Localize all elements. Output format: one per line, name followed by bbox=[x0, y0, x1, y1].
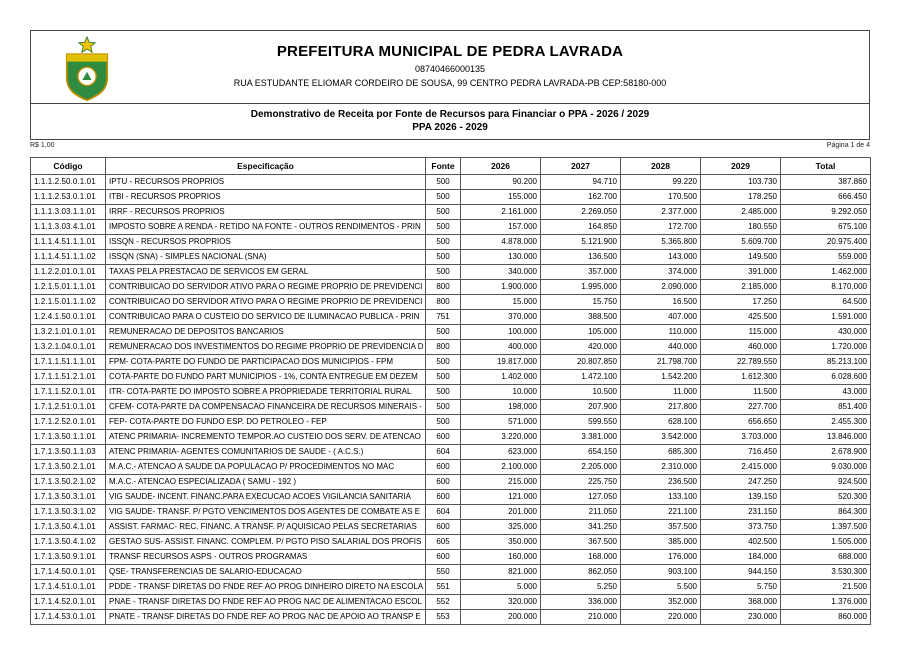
column-header-codigo: Código bbox=[31, 158, 106, 175]
cell-especificacao: VIG SAUDE- INCENT. FINANC.PARA EXECUCAO ACOES VIGILANCIA SANITARIA bbox=[106, 490, 426, 505]
cell-fonte: 600 bbox=[426, 490, 461, 505]
cell-2026: 1.402.000 bbox=[461, 370, 541, 385]
cell-codigo: 1.1.1.3.03.4.1.01 bbox=[31, 220, 106, 235]
cell-especificacao: GESTAO SUS- ASSIST. FINANC. COMPLEM. P/ PGTO PISO SALARIAL DOS PROFIS bbox=[106, 535, 426, 550]
cell-total: 666.450 bbox=[781, 190, 871, 205]
municipality-title: PREFEITURA MUNICIPAL DE PEDRA LAVRADA bbox=[276, 43, 624, 60]
cell-total: 430.000 bbox=[781, 325, 871, 340]
cell-2029: 425.500 bbox=[701, 310, 781, 325]
cell-2028: 5.365.800 bbox=[621, 235, 701, 250]
cell-total: 64.500 bbox=[781, 295, 871, 310]
cell-2029: 391.000 bbox=[701, 265, 781, 280]
cell-2026: 10.000 bbox=[461, 385, 541, 400]
cell-2026: 3.220.000 bbox=[461, 430, 541, 445]
cell-2028: 5.500 bbox=[621, 580, 701, 595]
cell-2028: 217.800 bbox=[621, 400, 701, 415]
cell-2026: 2.100.000 bbox=[461, 460, 541, 475]
cell-2026: 571.000 bbox=[461, 415, 541, 430]
cell-fonte: 500 bbox=[426, 370, 461, 385]
cell-2029: 5.609.700 bbox=[701, 235, 781, 250]
cell-codigo: 1.1.1.2.53.0.1.01 bbox=[31, 190, 106, 205]
cell-2026: 5.000 bbox=[461, 580, 541, 595]
table-row bbox=[31, 310, 871, 325]
report-subtitle: PPA 2026 - 2029 bbox=[412, 122, 488, 133]
table-row bbox=[31, 235, 871, 250]
cell-especificacao: QSE- TRANSFERENCIAS DE SALARIO-EDUCACAO bbox=[106, 565, 426, 580]
cell-especificacao: CONTRIBUICAO DO SERVIDOR ATIVO PARA O REGIME PROPRIO DE PREVIDENCI bbox=[106, 295, 426, 310]
cell-fonte: 551 bbox=[426, 580, 461, 595]
cell-2026: 157.000 bbox=[461, 220, 541, 235]
cell-2026: 623.000 bbox=[461, 445, 541, 460]
cell-2029: 656.650 bbox=[701, 415, 781, 430]
table-row bbox=[31, 295, 871, 310]
cell-codigo: 1.7.1.4.51.0.1.01 bbox=[31, 580, 106, 595]
cell-2027: 1.995.000 bbox=[541, 280, 621, 295]
cell-2027: 2.205.000 bbox=[541, 460, 621, 475]
cell-fonte: 600 bbox=[426, 475, 461, 490]
table-row bbox=[31, 400, 871, 415]
cell-total: 520.300 bbox=[781, 490, 871, 505]
cell-total: 851.400 bbox=[781, 400, 871, 415]
cell-especificacao: REMUNERACAO DE DEPOSITOS BANCARIOS bbox=[106, 325, 426, 340]
cell-codigo: 1.7.1.4.50.0.1.01 bbox=[31, 565, 106, 580]
cell-2027: 2.269.050 bbox=[541, 205, 621, 220]
cell-2029: 944.150 bbox=[701, 565, 781, 580]
cell-2026: 198.000 bbox=[461, 400, 541, 415]
cell-fonte: 800 bbox=[426, 295, 461, 310]
cell-fonte: 500 bbox=[426, 250, 461, 265]
cell-fonte: 600 bbox=[426, 460, 461, 475]
cell-2028: 16.500 bbox=[621, 295, 701, 310]
column-header-2027: 2027 bbox=[541, 158, 621, 175]
table-row bbox=[31, 370, 871, 385]
cell-2027: 336.000 bbox=[541, 595, 621, 610]
table-row bbox=[31, 610, 871, 625]
cell-2029: 368.000 bbox=[701, 595, 781, 610]
cell-2029: 2.415.000 bbox=[701, 460, 781, 475]
table-row bbox=[31, 265, 871, 280]
currency-note: R$ 1,00 bbox=[30, 142, 55, 149]
cell-total: 860.000 bbox=[781, 610, 871, 625]
cell-2026: 340.000 bbox=[461, 265, 541, 280]
cell-2029: 184.000 bbox=[701, 550, 781, 565]
cell-2027: 207.900 bbox=[541, 400, 621, 415]
cell-especificacao: ISSQN - RECURSOS PROPRIOS bbox=[106, 235, 426, 250]
table-body bbox=[31, 175, 871, 625]
cell-especificacao: IPTU - RECURSOS PROPRIOS bbox=[106, 175, 426, 190]
cell-especificacao: REMUNERACAO DOS INVESTIMENTOS DO REGIME PROPRIO DE PREVIDENCIA D bbox=[106, 340, 426, 355]
cell-2026: 325.000 bbox=[461, 520, 541, 535]
cell-2026: 2.161.000 bbox=[461, 205, 541, 220]
cell-2029: 178.250 bbox=[701, 190, 781, 205]
cell-2028: 407.000 bbox=[621, 310, 701, 325]
cell-2028: 2.377.000 bbox=[621, 205, 701, 220]
table-row bbox=[31, 205, 871, 220]
cell-2029: 247.250 bbox=[701, 475, 781, 490]
cell-codigo: 1.7.1.3.50.9.1.01 bbox=[31, 550, 106, 565]
cell-total: 20.975.400 bbox=[781, 235, 871, 250]
cell-2027: 105.000 bbox=[541, 325, 621, 340]
cell-codigo: 1.1.1.2.50.0.1.01 bbox=[31, 175, 106, 190]
table-row bbox=[31, 340, 871, 355]
cell-codigo: 1.7.1.4.53.0.1.01 bbox=[31, 610, 106, 625]
cell-2026: 130.000 bbox=[461, 250, 541, 265]
cell-especificacao: IMPOSTO SOBRE A RENDA - RETIDO NA FONTE - OUTROS RENDIMENTOS - PRIN bbox=[106, 220, 426, 235]
cell-2026: 15.000 bbox=[461, 295, 541, 310]
cell-especificacao: ISSQN (SNA) - SIMPLES NACIONAL (SNA) bbox=[106, 250, 426, 265]
cell-fonte: 500 bbox=[426, 385, 461, 400]
cell-2029: 1.612.300 bbox=[701, 370, 781, 385]
cell-total: 688.000 bbox=[781, 550, 871, 565]
column-header-2026: 2026 bbox=[461, 158, 541, 175]
table-row bbox=[31, 550, 871, 565]
cell-2026: 400.000 bbox=[461, 340, 541, 355]
cell-especificacao: COTA-PARTE DO FUNDO PART MUNICIPIOS - 1%, CONTA ENTREGUE EM DEZEM bbox=[106, 370, 426, 385]
cell-codigo: 1.3.2.1.04.0.1.01 bbox=[31, 340, 106, 355]
cell-fonte: 605 bbox=[426, 535, 461, 550]
cell-2029: 22.789.550 bbox=[701, 355, 781, 370]
header-top-section bbox=[31, 31, 869, 103]
report-header bbox=[30, 30, 870, 140]
cell-total: 1.720.000 bbox=[781, 340, 871, 355]
cell-fonte: 800 bbox=[426, 340, 461, 355]
cell-total: 675.100 bbox=[781, 220, 871, 235]
table-row bbox=[31, 520, 871, 535]
cell-2026: 160.000 bbox=[461, 550, 541, 565]
cell-especificacao: CFEM- COTA-PARTE DA COMPENSACAO FINANCEIRA DE RECURSOS MINERAIS - bbox=[106, 400, 426, 415]
cell-2028: 440.000 bbox=[621, 340, 701, 355]
table-row bbox=[31, 535, 871, 550]
cell-2027: 10.500 bbox=[541, 385, 621, 400]
table-row bbox=[31, 220, 871, 235]
cell-total: 3.530.300 bbox=[781, 565, 871, 580]
cell-2026: 4.878.000 bbox=[461, 235, 541, 250]
cell-2027: 5.121.900 bbox=[541, 235, 621, 250]
cell-total: 1.505.000 bbox=[781, 535, 871, 550]
cell-2026: 350.000 bbox=[461, 535, 541, 550]
cell-2026: 201.000 bbox=[461, 505, 541, 520]
cell-fonte: 500 bbox=[426, 325, 461, 340]
cell-2028: 236.500 bbox=[621, 475, 701, 490]
cell-2026: 19.817.000 bbox=[461, 355, 541, 370]
municipal-logo bbox=[59, 36, 115, 102]
cell-2027: 164.850 bbox=[541, 220, 621, 235]
cell-2028: 3.542.000 bbox=[621, 430, 701, 445]
cell-2029: 139.150 bbox=[701, 490, 781, 505]
cell-codigo: 1.1.1.4.51.1.1.02 bbox=[31, 250, 106, 265]
cell-especificacao: CONTRIBUICAO DO SERVIDOR ATIVO PARA O REGIME PROPRIO DE PREVIDENCI bbox=[106, 280, 426, 295]
cell-codigo: 1.7.1.4.52.0.1.01 bbox=[31, 595, 106, 610]
cell-2027: 162.700 bbox=[541, 190, 621, 205]
cell-codigo: 1.1.1.4.51.1.1.01 bbox=[31, 235, 106, 250]
table-row bbox=[31, 580, 871, 595]
column-header-2029: 2029 bbox=[701, 158, 781, 175]
cell-total: 864.300 bbox=[781, 505, 871, 520]
cell-2027: 168.000 bbox=[541, 550, 621, 565]
table-header-row bbox=[31, 158, 871, 175]
cell-especificacao: ATENC PRIMARIA- AGENTES COMUNITARIOS DE SAUDE - ( A.C.S.) bbox=[106, 445, 426, 460]
cell-total: 8.170.000 bbox=[781, 280, 871, 295]
cell-codigo: 1.7.1.2.51.0.1.01 bbox=[31, 400, 106, 415]
cell-codigo: 1.7.1.1.52.0.1.01 bbox=[31, 385, 106, 400]
cell-especificacao: ATENC PRIMARIA- INCREMENTO TEMPOR.AO CUSTEIO DOS SERV. DE ATENCAO bbox=[106, 430, 426, 445]
cell-codigo: 1.7.1.3.50.3.1.01 bbox=[31, 490, 106, 505]
cell-total: 9.292.050 bbox=[781, 205, 871, 220]
cell-2027: 357.000 bbox=[541, 265, 621, 280]
cell-fonte: 600 bbox=[426, 550, 461, 565]
cell-especificacao: M.A.C.- ATENCAO A SAUDE DA POPULACAO P/ PROCEDIMENTOS NO MAC bbox=[106, 460, 426, 475]
cell-fonte: 500 bbox=[426, 190, 461, 205]
table-row bbox=[31, 475, 871, 490]
cell-2027: 20.807.850 bbox=[541, 355, 621, 370]
cell-2027: 388.500 bbox=[541, 310, 621, 325]
cell-fonte: 500 bbox=[426, 265, 461, 280]
cell-2029: 402.500 bbox=[701, 535, 781, 550]
table-row bbox=[31, 415, 871, 430]
cell-2026: 1.900.000 bbox=[461, 280, 541, 295]
cell-total: 559.000 bbox=[781, 250, 871, 265]
cell-2027: 654.150 bbox=[541, 445, 621, 460]
cell-fonte: 500 bbox=[426, 235, 461, 250]
cell-especificacao: PDDE - TRANSF DIRETAS DO FNDE REF AO PROG DINHEIRO DIRETO NA ESCOLA bbox=[106, 580, 426, 595]
table-row bbox=[31, 280, 871, 295]
cell-2029: 180.550 bbox=[701, 220, 781, 235]
cell-especificacao: FPM- COTA-PARTE DO FUNDO DE PARTICIPACAO DOS MUNICIPIOS - FPM bbox=[106, 355, 426, 370]
report-title: Demonstrativo de Receita por Fonte de Recursos para Financiar o PPA - 2026 / 2029 bbox=[250, 109, 650, 120]
column-header-total: Total bbox=[781, 158, 871, 175]
cell-2026: 200.000 bbox=[461, 610, 541, 625]
cell-2027: 15.750 bbox=[541, 295, 621, 310]
cell-2028: 2.310.000 bbox=[621, 460, 701, 475]
cell-especificacao: PNATE - TRANSF DIRETAS DO FNDE REF AO PROG NAC DE APOIO AO TRANSP E bbox=[106, 610, 426, 625]
cell-total: 13.846.000 bbox=[781, 430, 871, 445]
cell-2028: 352.000 bbox=[621, 595, 701, 610]
cell-codigo: 1.2.1.5.01.1.1.01 bbox=[31, 280, 106, 295]
cell-2029: 5.750 bbox=[701, 580, 781, 595]
cell-fonte: 500 bbox=[426, 220, 461, 235]
cell-2027: 210.000 bbox=[541, 610, 621, 625]
cell-especificacao: TRANSF RECURSOS ASPS - OUTROS PROGRAMAS bbox=[106, 550, 426, 565]
cell-total: 1.591.000 bbox=[781, 310, 871, 325]
cell-fonte: 552 bbox=[426, 595, 461, 610]
cell-especificacao: TAXAS PELA PRESTACAO DE SERVICOS EM GERAL bbox=[106, 265, 426, 280]
cell-especificacao: ITBI - RECURSOS PROPRIOS bbox=[106, 190, 426, 205]
cell-codigo: 1.3.2.1.01.0.1.01 bbox=[31, 325, 106, 340]
cell-codigo: 1.7.1.3.50.4.1.02 bbox=[31, 535, 106, 550]
cell-2029: 373.750 bbox=[701, 520, 781, 535]
cell-codigo: 1.7.1.1.51.1.1.01 bbox=[31, 355, 106, 370]
cell-2029: 115.000 bbox=[701, 325, 781, 340]
cell-2029: 3.703.000 bbox=[701, 430, 781, 445]
report-page bbox=[30, 30, 870, 625]
cell-2028: 172.700 bbox=[621, 220, 701, 235]
revenue-table bbox=[30, 157, 871, 625]
cell-fonte: 500 bbox=[426, 415, 461, 430]
cell-2028: 143.000 bbox=[621, 250, 701, 265]
table-row bbox=[31, 595, 871, 610]
cell-fonte: 500 bbox=[426, 355, 461, 370]
cell-2029: 149.500 bbox=[701, 250, 781, 265]
cell-especificacao: ITR- COTA-PARTE DO IMPOSTO SOBRE A PROPRIEDADE TERRITORIAL RURAL bbox=[106, 385, 426, 400]
cell-codigo: 1.7.1.2.52.0.1.01 bbox=[31, 415, 106, 430]
cell-2028: 21.798.700 bbox=[621, 355, 701, 370]
cell-2027: 367.500 bbox=[541, 535, 621, 550]
cell-total: 387.860 bbox=[781, 175, 871, 190]
cell-fonte: 500 bbox=[426, 205, 461, 220]
table-row bbox=[31, 190, 871, 205]
cell-2026: 320.000 bbox=[461, 595, 541, 610]
cell-total: 1.376.000 bbox=[781, 595, 871, 610]
cell-2029: 2.485.000 bbox=[701, 205, 781, 220]
cell-2029: 2.185.000 bbox=[701, 280, 781, 295]
cell-2027: 94.710 bbox=[541, 175, 621, 190]
cell-2026: 821.000 bbox=[461, 565, 541, 580]
cell-codigo: 1.2.1.5.01.1.1.02 bbox=[31, 295, 106, 310]
table-row bbox=[31, 460, 871, 475]
cell-codigo: 1.7.1.3.50.1.1.03 bbox=[31, 445, 106, 460]
cell-2027: 211.050 bbox=[541, 505, 621, 520]
cell-2027: 5.250 bbox=[541, 580, 621, 595]
cell-2028: 221.100 bbox=[621, 505, 701, 520]
cell-2027: 341.250 bbox=[541, 520, 621, 535]
cell-total: 85.213.100 bbox=[781, 355, 871, 370]
table-row bbox=[31, 430, 871, 445]
cnpj-number: 08740466000135 bbox=[414, 64, 486, 74]
cell-2026: 90.200 bbox=[461, 175, 541, 190]
cell-codigo: 1.7.1.3.50.3.1.02 bbox=[31, 505, 106, 520]
cell-2029: 227.700 bbox=[701, 400, 781, 415]
table-row bbox=[31, 385, 871, 400]
page-indicator: Página 1 de 4 bbox=[826, 142, 870, 149]
cell-2029: 716.450 bbox=[701, 445, 781, 460]
cell-2028: 685.300 bbox=[621, 445, 701, 460]
cell-fonte: 604 bbox=[426, 505, 461, 520]
cell-codigo: 1.7.1.3.50.2.1.01 bbox=[31, 460, 106, 475]
cell-codigo: 1.7.1.3.50.4.1.01 bbox=[31, 520, 106, 535]
cell-total: 9.030.000 bbox=[781, 460, 871, 475]
cell-2026: 370.000 bbox=[461, 310, 541, 325]
cell-fonte: 500 bbox=[426, 175, 461, 190]
cell-especificacao: FEP- COTA-PARTE DO FUNDO ESP. DO PETROLEO - FEP bbox=[106, 415, 426, 430]
cell-codigo: 1.1.2.2.01.0.1.01 bbox=[31, 265, 106, 280]
cell-2028: 170.500 bbox=[621, 190, 701, 205]
cell-2028: 1.542.200 bbox=[621, 370, 701, 385]
cell-total: 924.500 bbox=[781, 475, 871, 490]
cell-2028: 220.000 bbox=[621, 610, 701, 625]
cell-fonte: 751 bbox=[426, 310, 461, 325]
cell-2028: 133.100 bbox=[621, 490, 701, 505]
municipality-address: RUA ESTUDANTE ELIOMAR CORDEIRO DE SOUSA, 99 CENTRO PEDRA LAVRADA-PB CEP:58180-000 bbox=[233, 78, 667, 88]
cell-total: 1.397.500 bbox=[781, 520, 871, 535]
cell-2027: 127.050 bbox=[541, 490, 621, 505]
cell-2028: 110.000 bbox=[621, 325, 701, 340]
cell-2029: 17.250 bbox=[701, 295, 781, 310]
cell-total: 1.462.000 bbox=[781, 265, 871, 280]
cell-2028: 176.000 bbox=[621, 550, 701, 565]
cell-fonte: 800 bbox=[426, 280, 461, 295]
cell-2029: 230.000 bbox=[701, 610, 781, 625]
cell-especificacao: M.A.C.- ATENCAO ESPECIALIZADA ( SAMU - 192 ) bbox=[106, 475, 426, 490]
cell-codigo: 1.1.1.3.03.1.1.01 bbox=[31, 205, 106, 220]
cell-fonte: 553 bbox=[426, 610, 461, 625]
cell-total: 43.000 bbox=[781, 385, 871, 400]
cell-especificacao: CONTRIBUICAO PARA O CUSTEIO DO SERVICO DE ILUMINACAO PUBLICA - PRIN bbox=[106, 310, 426, 325]
cell-total: 2.678.900 bbox=[781, 445, 871, 460]
cell-codigo: 1.7.1.3.50.2.1.02 bbox=[31, 475, 106, 490]
table-row bbox=[31, 445, 871, 460]
cell-codigo: 1.2.4.1.50.0.1.01 bbox=[31, 310, 106, 325]
cell-2027: 1.472.100 bbox=[541, 370, 621, 385]
table-row bbox=[31, 325, 871, 340]
meta-row bbox=[30, 142, 870, 149]
table-row bbox=[31, 250, 871, 265]
cell-fonte: 500 bbox=[426, 400, 461, 415]
cell-especificacao: PNAE - TRANSF DIRETAS DO FNDE REF AO PROG NAC DE ALIMENTACAO ESCOL bbox=[106, 595, 426, 610]
cell-2027: 420.000 bbox=[541, 340, 621, 355]
cell-codigo: 1.7.1.3.50.1.1.01 bbox=[31, 430, 106, 445]
report-title-block bbox=[31, 104, 869, 139]
cell-total: 6.028.600 bbox=[781, 370, 871, 385]
cell-2026: 215.000 bbox=[461, 475, 541, 490]
cell-especificacao: IRRF - RECURSOS PROPRIOS bbox=[106, 205, 426, 220]
cell-2028: 903.100 bbox=[621, 565, 701, 580]
cell-2027: 599.550 bbox=[541, 415, 621, 430]
column-header-fonte: Fonte bbox=[426, 158, 461, 175]
cell-2026: 100.000 bbox=[461, 325, 541, 340]
coat-of-arms-icon bbox=[59, 36, 115, 102]
cell-especificacao: VIG SAUDE- TRANSF. P/ PGTO VENCIMENTOS DOS AGENTES DE COMBATE AS E bbox=[106, 505, 426, 520]
cell-2028: 374.000 bbox=[621, 265, 701, 280]
cell-2029: 460.000 bbox=[701, 340, 781, 355]
cell-total: 21.500 bbox=[781, 580, 871, 595]
cell-2028: 357.500 bbox=[621, 520, 701, 535]
table-row bbox=[31, 490, 871, 505]
cell-2026: 121.000 bbox=[461, 490, 541, 505]
table-row bbox=[31, 355, 871, 370]
cell-2027: 862.050 bbox=[541, 565, 621, 580]
column-header-2028: 2028 bbox=[621, 158, 701, 175]
cell-2028: 385.000 bbox=[621, 535, 701, 550]
cell-2027: 136.500 bbox=[541, 250, 621, 265]
cell-fonte: 550 bbox=[426, 565, 461, 580]
cell-fonte: 604 bbox=[426, 445, 461, 460]
column-header-especificacao: Especificação bbox=[106, 158, 426, 175]
cell-2028: 11.000 bbox=[621, 385, 701, 400]
cell-total: 2.455.300 bbox=[781, 415, 871, 430]
cell-especificacao: ASSIST. FARMAC- REC. FINANC. A TRANSF. P/ AQUISICAO PELAS SECRETARIAS bbox=[106, 520, 426, 535]
cell-2027: 3.381.000 bbox=[541, 430, 621, 445]
table-row bbox=[31, 175, 871, 190]
cell-2029: 231.150 bbox=[701, 505, 781, 520]
cell-2029: 103.730 bbox=[701, 175, 781, 190]
cell-2028: 628.100 bbox=[621, 415, 701, 430]
cell-2028: 99.220 bbox=[621, 175, 701, 190]
cell-2029: 11.500 bbox=[701, 385, 781, 400]
cell-codigo: 1.7.1.1.51.2.1.01 bbox=[31, 370, 106, 385]
table-row bbox=[31, 505, 871, 520]
cell-fonte: 600 bbox=[426, 430, 461, 445]
table-row bbox=[31, 565, 871, 580]
cell-fonte: 600 bbox=[426, 520, 461, 535]
cell-2028: 2.090.000 bbox=[621, 280, 701, 295]
cell-2027: 225.750 bbox=[541, 475, 621, 490]
cell-2026: 155.000 bbox=[461, 190, 541, 205]
